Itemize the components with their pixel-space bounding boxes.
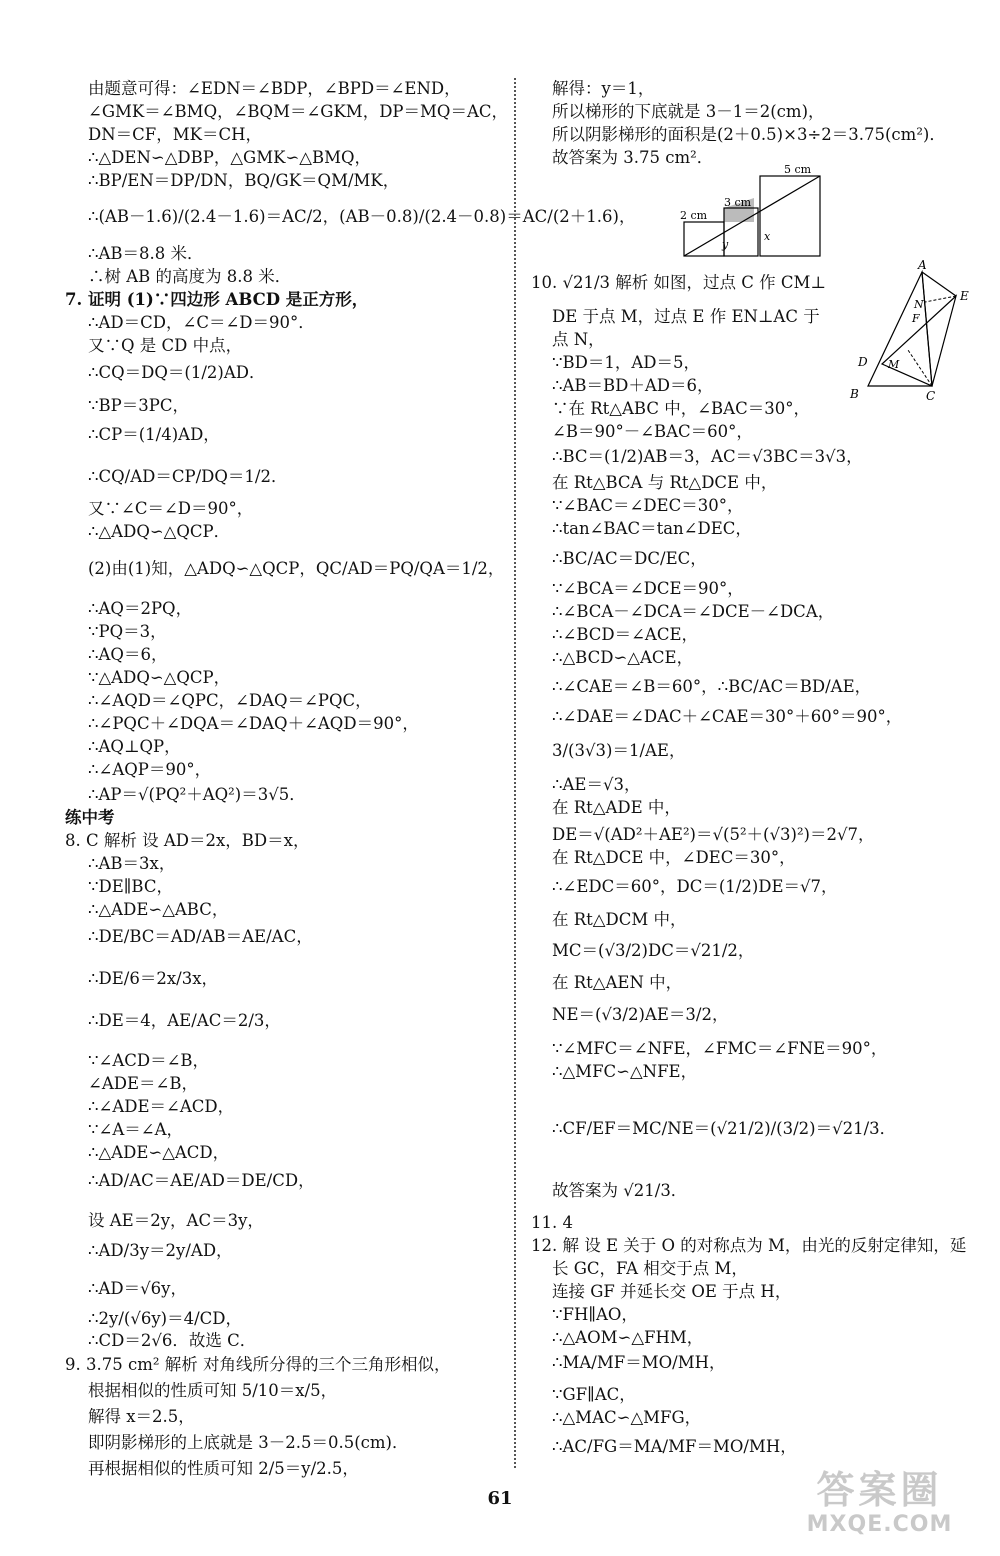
text-line: 又∵Q 是 CD 中点， — [88, 336, 243, 355]
label-2cm: 2 cm — [680, 209, 708, 222]
text-line: 即阴影梯形的上底就是 3－2.5＝0.5(cm)． — [88, 1433, 409, 1452]
text-line: ∴△AOM∽△FHM， — [552, 1328, 704, 1347]
text-line: 点 N， — [552, 330, 605, 349]
text-line: 所以阴影梯形的面积是(2＋0.5)×3÷2＝3.75(cm²)． — [552, 125, 946, 144]
label-d: D — [858, 355, 868, 369]
text-line: 再根据相似的性质可知 2/5＝y/2.5， — [88, 1459, 359, 1478]
text-line: (2)由(1)知，△ADQ∽△QCP，QC/AD＝PQ/QA＝1/2， — [88, 559, 505, 578]
text-line: ∴∠ADE＝∠ACD， — [88, 1097, 235, 1116]
label-a: A — [918, 258, 927, 272]
text-line: ∴AB＝3x， — [88, 854, 176, 873]
text-line: ∴△DEN∽△DBP，△GMK∽△BMQ， — [88, 148, 372, 167]
text-line: ∴AQ＝2PQ， — [88, 599, 193, 618]
label-f: F — [912, 312, 920, 325]
text-line: 设 AE＝2y，AC＝3y， — [88, 1211, 264, 1230]
text-line: ∵BD＝1，AD＝5， — [552, 353, 700, 372]
text-line: 长 GC，FA 相交于点 M， — [552, 1259, 748, 1278]
text-line: 故答案为 3.75 cm²． — [552, 148, 714, 167]
square-2cm — [684, 222, 724, 256]
text-line: 解得 x＝2.5， — [88, 1407, 195, 1426]
text-line: ∴DE＝4，AE/AC＝2/3， — [88, 1011, 281, 1030]
figure-10-triangles — [846, 258, 986, 404]
square-5cm — [760, 176, 820, 256]
problem-11-heading: 11. 4 — [531, 1213, 573, 1232]
text-line: DN＝CF，MK＝CH， — [88, 125, 262, 144]
text-line: ∴∠BCD＝∠ACE， — [552, 625, 699, 644]
text-line: ∵△ADQ∽△QCP， — [88, 668, 231, 687]
label-y: y — [722, 238, 729, 251]
text-line: ∴△MAC∽△MFG， — [552, 1408, 702, 1427]
watermark-site: MXQE.COM — [806, 1512, 953, 1537]
page-number: 61 — [487, 1488, 513, 1509]
line-ae — [922, 272, 956, 296]
text-line: MC＝(√3/2)DC＝√21/2， — [552, 941, 755, 960]
problem-12-heading: 12. 解 设 E 关于 O 的对称点为 M，由光的反射定律知，延 — [531, 1236, 967, 1255]
section-heading: 练中考 — [65, 808, 115, 827]
text-line: ∴AE＝√3， — [552, 775, 641, 794]
column-divider — [514, 78, 516, 1468]
problem-8-heading: 8. C 解析 设 AD＝2x，BD＝x， — [65, 831, 310, 850]
text-line: ∴DE/6＝2x/3x， — [88, 969, 218, 988]
text-line: ∠B＝90°－∠BAC＝60°， — [552, 422, 753, 441]
text-line: ∴AB＝BD＋AD＝6， — [552, 376, 714, 395]
figure-9-rectangles — [676, 162, 826, 258]
text-line: ∴∠DAE＝∠DAC＋∠CAE＝30°＋60°＝90°， — [552, 707, 903, 726]
line-en — [925, 296, 956, 302]
text-line: ∵∠MFC＝∠NFE，∠FMC＝∠FNE＝90°， — [552, 1039, 888, 1058]
text-line: 故答案为 √21/3． — [552, 1181, 688, 1200]
text-line: 在 Rt△ADE 中， — [552, 798, 681, 817]
text-line: ∴AD＝√6y， — [88, 1279, 187, 1298]
text-line: ∴BC＝(1/2)AB＝3，AC＝√3BC＝3√3， — [552, 447, 863, 466]
label-3cm: 3 cm — [724, 196, 752, 209]
watermark-logo-text: 答案圈 — [816, 1468, 943, 1512]
problem-10-heading: 10. √21/3 解析 如图，过点 C 作 CM⊥ — [531, 273, 826, 292]
text-line: ∴AD/AC＝AE/AD＝DE/CD， — [88, 1171, 315, 1190]
text-line: 又∵∠C＝∠D＝90°， — [88, 499, 254, 518]
problem-7-heading: 7. 证明 (1)∵四边形 ABCD 是正方形， — [65, 290, 369, 309]
problem-9-heading: 9. 3.75 cm² 解析 对角线所分得的三个三角形相似， — [65, 1355, 451, 1374]
text-line: ∵∠BCA＝∠DCE＝90°， — [552, 579, 744, 598]
text-line: ∴AB＝8.8 米． — [88, 244, 204, 263]
text-line: ∵FH∥AO， — [552, 1305, 638, 1324]
text-line: DE＝√(AD²＋AE²)＝√(5²＋(√3)²)＝2√7， — [552, 825, 875, 844]
text-line: ∴树 AB 的高度为 8.8 米． — [88, 267, 292, 286]
text-line: ∵∠BAC＝∠DEC＝30°， — [552, 496, 744, 515]
text-line: ∴△ADE∽△ACD， — [88, 1143, 230, 1162]
text-line: ∴(AB－1.6)/(2.4－1.6)＝AC/2，(AB－0.8)/(2.4－0.8)＝AC/(2＋1.6)， — [88, 207, 636, 226]
text-line: ∴∠CAE＝∠B＝60°，∴BC/AC＝BD/AE， — [552, 677, 872, 696]
label-x: x — [764, 230, 771, 243]
text-line: 由题意可得：∠EDN＝∠BDP，∠BPD＝∠END， — [88, 79, 461, 98]
text-line: ∴CF/EF＝MC/NE＝(√21/2)/(3/2)＝√21/3． — [552, 1119, 897, 1138]
text-line: ∵∠ACD＝∠B， — [88, 1051, 210, 1070]
text-line: ∴∠EDC＝60°，DC＝(1/2)DE＝√7， — [552, 877, 838, 896]
text-line: ∠ADE＝∠B， — [88, 1074, 198, 1093]
label-n: N — [914, 298, 924, 311]
text-line: ∴DE/BC＝AD/AB＝AE/AC， — [88, 927, 313, 946]
label-b: B — [850, 387, 859, 401]
text-line: ∴AD＝CD，∠C＝∠D＝90°． — [88, 313, 315, 332]
line-ac — [922, 272, 932, 386]
text-line: ∴MA/MF＝MO/MH， — [552, 1353, 726, 1372]
text-line: ∵∠A＝∠A， — [88, 1120, 183, 1139]
text-line: ∠GMK＝∠BMQ，∠BQM＝∠GKM，DP＝MQ＝AC， — [88, 102, 508, 121]
text-line: ∵PQ＝3， — [88, 622, 167, 641]
watermark-logo — [777, 1468, 982, 1548]
text-line: 所以梯形的下底就是 3－1＝2(cm)， — [552, 102, 825, 121]
text-line: ∴∠AQP＝90°， — [88, 760, 212, 779]
text-line: ∴∠AQD＝∠QPC，∠DAQ＝∠PQC， — [88, 691, 372, 710]
label-m: M — [888, 358, 900, 371]
label-c: C — [926, 389, 936, 403]
text-line: NE＝(√3/2)AE＝3/2， — [552, 1005, 729, 1024]
text-line: 根据相似的性质可知 5/10＝x/5， — [88, 1381, 338, 1400]
text-line: ∴CD＝2√6．故选 C． — [88, 1331, 257, 1350]
text-line: ∴BC/AC＝DC/EC， — [552, 549, 707, 568]
text-line: 在 Rt△BCA 与 Rt△DCE 中， — [552, 473, 778, 492]
text-line: ∴tan∠BAC＝tan∠DEC， — [552, 519, 752, 538]
text-line: ∴AD/3y＝2y/AD， — [88, 1241, 233, 1260]
text-line: 在 Rt△DCE 中，∠DEC＝30°， — [552, 848, 796, 867]
text-line: ∴∠PQC＋∠DQA＝∠DAQ＋∠AQD＝90°， — [88, 714, 419, 733]
text-line: ∴AQ⊥QP， — [88, 737, 181, 756]
text-line: ∴2y/(√6y)＝4/CD， — [88, 1309, 242, 1328]
text-line: ∵DE∥BC， — [88, 877, 173, 896]
text-line: ∴AQ＝6， — [88, 645, 168, 664]
text-line: 3/(3√3)＝1/AE， — [552, 741, 686, 760]
text-line: ∵GF∥AC， — [552, 1385, 636, 1404]
text-line: ∴CQ＝DQ＝(1/2)AD． — [88, 363, 266, 382]
text-line: 解得：y＝1， — [552, 79, 655, 98]
text-line: ∴CP＝(1/4)AD， — [88, 425, 220, 444]
text-line: ∴△MFC∽△NFE， — [552, 1062, 698, 1081]
text-line: ∴∠BCA－∠DCA＝∠DCE－∠DCA， — [552, 602, 835, 621]
text-line: 在 Rt△DCM 中， — [552, 910, 687, 929]
text-line: ∴BP/EN＝DP/DN，BQ/GK＝QM/MK， — [88, 171, 400, 190]
text-line: ∴△BCD∽△ACE， — [552, 648, 694, 667]
triangle-abc — [868, 272, 932, 386]
label-e: E — [960, 289, 969, 303]
text-line: ∴CQ/AD＝CP/DQ＝1/2． — [88, 467, 288, 486]
text-line: ∴AC/FG＝MA/MF＝MO/MH， — [552, 1437, 797, 1456]
text-line: 在 Rt△AEN 中， — [552, 973, 683, 992]
text-line: ∴AP＝√(PQ²＋AQ²)＝3√5． — [88, 785, 306, 804]
text-line: DE 于点 M，过点 E 作 EN⊥AC 于 — [552, 307, 820, 326]
text-line: ∴△ADQ∽△QCP． — [88, 522, 231, 541]
text-line: ∵BP＝3PC， — [88, 396, 189, 415]
text-line: 连接 GF 并延长交 OE 于点 H， — [552, 1282, 792, 1301]
text-line: ∵在 Rt△ABC 中，∠BAC＝30°， — [552, 399, 810, 418]
label-5cm: 5 cm — [784, 163, 812, 176]
text-line: ∴△ADE∽△ABC， — [88, 900, 229, 919]
